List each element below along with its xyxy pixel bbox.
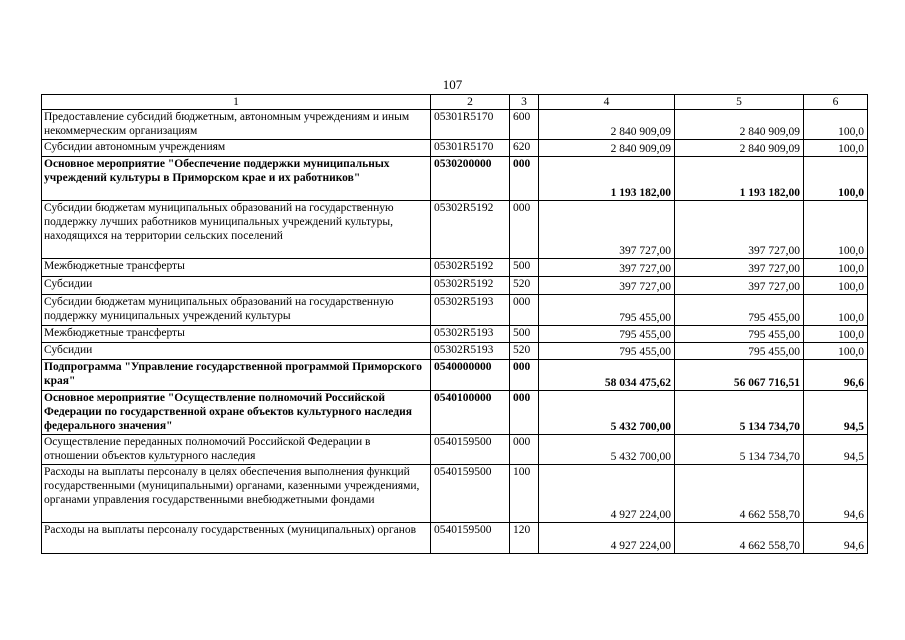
row-name: Предоставление субсидий бюджетным, автономным учреждениям и иным некоммерческим организациям [42, 110, 431, 140]
row-actual-amount: 397 727,00 [675, 259, 804, 277]
row-expense-type: 120 [510, 523, 539, 554]
row-planned-amount: 795 455,00 [539, 343, 675, 360]
row-execution-percent: 94,6 [804, 523, 868, 554]
row-execution-percent: 100,0 [804, 259, 868, 277]
row-expense-type: 600 [510, 110, 539, 140]
budget-table-body [42, 95, 868, 554]
table-row [42, 360, 868, 391]
row-name: Подпрограмма "Управление государственной программой Приморского края" [42, 360, 431, 391]
column-number: 2 [431, 95, 510, 110]
row-actual-amount: 56 067 716,51 [675, 360, 804, 391]
row-planned-amount: 4 927 224,00 [539, 465, 675, 523]
row-target-code: 05302R5192 [431, 259, 510, 277]
table-row [42, 110, 868, 140]
table-row [42, 326, 868, 343]
row-name: Основное мероприятие "Осуществление полномочий Российской Федерации по государственной охране объектов культурного наследия федерального значения" [42, 391, 431, 435]
row-expense-type: 500 [510, 326, 539, 343]
row-actual-amount: 5 134 734,70 [675, 435, 804, 465]
row-name: Осуществление переданных полномочий Российской Федерации в отношении объектов культурного наследия [42, 435, 431, 465]
table-row [42, 259, 868, 277]
row-planned-amount: 4 927 224,00 [539, 523, 675, 554]
row-expense-type: 000 [510, 360, 539, 391]
row-expense-type: 500 [510, 259, 539, 277]
row-actual-amount: 397 727,00 [675, 277, 804, 295]
row-target-code: 0540159500 [431, 523, 510, 554]
row-name: Расходы на выплаты персоналу в целях обеспечения выполнения функций государственными (муниципальными) органами, казенными учреждениями, органами управления государственными внебюджетными фондами [42, 465, 431, 523]
row-expense-type: 100 [510, 465, 539, 523]
row-planned-amount: 1 193 182,00 [539, 157, 675, 201]
row-planned-amount: 397 727,00 [539, 259, 675, 277]
row-expense-type: 620 [510, 140, 539, 157]
table-row [42, 277, 868, 295]
column-number: 1 [42, 95, 431, 110]
row-actual-amount: 5 134 734,70 [675, 391, 804, 435]
row-name: Субсидии автономным учреждениям [42, 140, 431, 157]
row-target-code: 0540000000 [431, 360, 510, 391]
row-execution-percent: 94,6 [804, 465, 868, 523]
row-planned-amount: 795 455,00 [539, 326, 675, 343]
row-expense-type: 000 [510, 391, 539, 435]
row-actual-amount: 795 455,00 [675, 326, 804, 343]
row-name: Субсидии бюджетам муниципальных образований на государственную поддержку муниципальных учреждений культуры [42, 295, 431, 326]
row-actual-amount: 795 455,00 [675, 343, 804, 360]
row-target-code: 05302R5193 [431, 326, 510, 343]
row-expense-type: 520 [510, 343, 539, 360]
row-name: Расходы на выплаты персоналу государственных (муниципальных) органов [42, 523, 431, 554]
row-execution-percent: 100,0 [804, 157, 868, 201]
table-row [42, 157, 868, 201]
column-number: 3 [510, 95, 539, 110]
page-number: 107 [442, 77, 463, 92]
row-actual-amount: 795 455,00 [675, 295, 804, 326]
table-row [42, 523, 868, 554]
row-target-code: 05302R5193 [431, 295, 510, 326]
row-name: Субсидии [42, 343, 431, 360]
row-target-code: 05302R5192 [431, 277, 510, 295]
table-row [42, 295, 868, 326]
row-planned-amount: 5 432 700,00 [539, 391, 675, 435]
row-execution-percent: 100,0 [804, 110, 868, 140]
row-execution-percent: 100,0 [804, 140, 868, 157]
row-name: Межбюджетные трансферты [42, 259, 431, 277]
row-execution-percent: 100,0 [804, 277, 868, 295]
row-target-code: 0530200000 [431, 157, 510, 201]
table-row [42, 140, 868, 157]
row-execution-percent: 100,0 [804, 326, 868, 343]
row-actual-amount: 2 840 909,09 [675, 110, 804, 140]
table-row [42, 201, 868, 259]
table-row [42, 465, 868, 523]
row-planned-amount: 795 455,00 [539, 295, 675, 326]
row-target-code: 05302R5193 [431, 343, 510, 360]
row-execution-percent: 96,6 [804, 360, 868, 391]
column-number: 5 [675, 95, 804, 110]
row-actual-amount: 1 193 182,00 [675, 157, 804, 201]
row-expense-type: 520 [510, 277, 539, 295]
row-target-code: 05301R5170 [431, 110, 510, 140]
row-actual-amount: 4 662 558,70 [675, 523, 804, 554]
row-planned-amount: 397 727,00 [539, 201, 675, 259]
row-target-code: 0540159500 [431, 465, 510, 523]
column-number: 6 [804, 95, 868, 110]
column-number-row [42, 95, 868, 110]
row-execution-percent: 94,5 [804, 435, 868, 465]
row-name: Субсидии бюджетам муниципальных образований на государственную поддержку лучших работников муниципальных учреждений культуры, находящихся на территории сельских поселений [42, 201, 431, 259]
table-row [42, 343, 868, 360]
row-expense-type: 000 [510, 295, 539, 326]
row-name: Основное мероприятие "Обеспечение поддержки муниципальных учреждений культуры в Приморском крае и их работников" [42, 157, 431, 201]
row-expense-type: 000 [510, 157, 539, 201]
row-planned-amount: 397 727,00 [539, 277, 675, 295]
table-row [42, 391, 868, 435]
row-target-code: 05301R5170 [431, 140, 510, 157]
row-actual-amount: 397 727,00 [675, 201, 804, 259]
row-execution-percent: 100,0 [804, 295, 868, 326]
row-expense-type: 000 [510, 435, 539, 465]
table-row [42, 435, 868, 465]
row-expense-type: 000 [510, 201, 539, 259]
row-name: Субсидии [42, 277, 431, 295]
budget-table [41, 94, 868, 554]
row-planned-amount: 2 840 909,09 [539, 110, 675, 140]
row-planned-amount: 58 034 475,62 [539, 360, 675, 391]
row-target-code: 05302R5192 [431, 201, 510, 259]
row-planned-amount: 2 840 909,09 [539, 140, 675, 157]
row-target-code: 0540100000 [431, 391, 510, 435]
row-execution-percent: 94,5 [804, 391, 868, 435]
row-execution-percent: 100,0 [804, 201, 868, 259]
row-name: Межбюджетные трансферты [42, 326, 431, 343]
row-actual-amount: 4 662 558,70 [675, 465, 804, 523]
row-target-code: 0540159500 [431, 435, 510, 465]
column-number: 4 [539, 95, 675, 110]
row-planned-amount: 5 432 700,00 [539, 435, 675, 465]
row-execution-percent: 100,0 [804, 343, 868, 360]
row-actual-amount: 2 840 909,09 [675, 140, 804, 157]
